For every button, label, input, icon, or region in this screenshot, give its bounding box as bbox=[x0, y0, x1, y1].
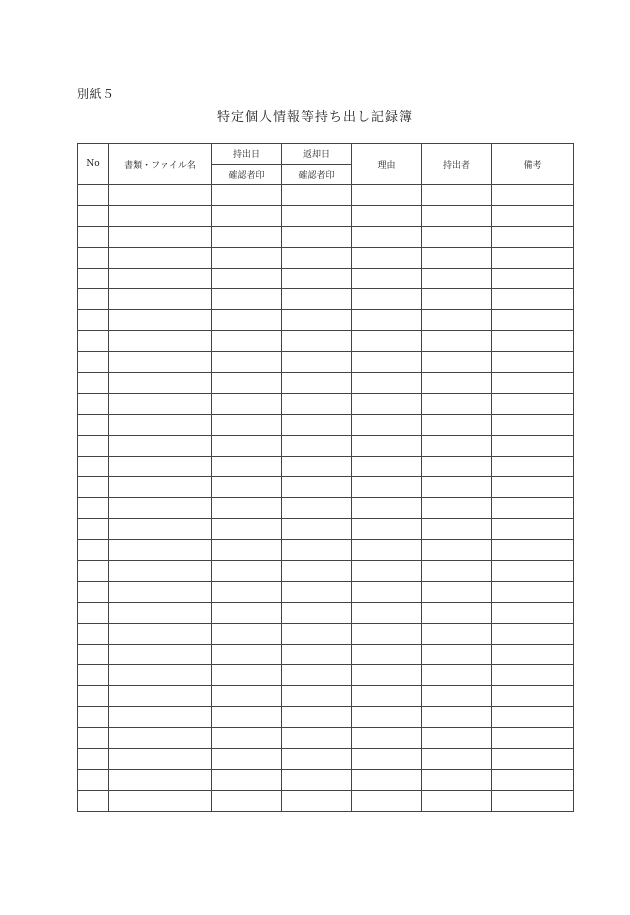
cell-return bbox=[282, 414, 352, 435]
cell-person bbox=[422, 456, 492, 477]
cell-person bbox=[422, 435, 492, 456]
cell-no bbox=[78, 268, 109, 289]
cell-person bbox=[422, 414, 492, 435]
cell-no bbox=[78, 644, 109, 665]
cell-no bbox=[78, 519, 109, 540]
cell-person bbox=[422, 226, 492, 247]
table-row bbox=[78, 456, 574, 477]
cell-no bbox=[78, 665, 109, 686]
cell-remarks bbox=[492, 561, 574, 582]
cell-reason bbox=[352, 477, 422, 498]
cell-checkout bbox=[212, 456, 282, 477]
cell-no bbox=[78, 707, 109, 728]
cell-person bbox=[422, 749, 492, 770]
cell-reason bbox=[352, 185, 422, 206]
cell-checkout bbox=[212, 581, 282, 602]
table-row bbox=[78, 310, 574, 331]
cell-reason bbox=[352, 665, 422, 686]
cell-remarks bbox=[492, 205, 574, 226]
header-person: 持出者 bbox=[422, 144, 492, 185]
cell-checkout bbox=[212, 519, 282, 540]
cell-checkout bbox=[212, 749, 282, 770]
cell-document-name bbox=[109, 456, 212, 477]
cell-return bbox=[282, 435, 352, 456]
cell-return bbox=[282, 498, 352, 519]
table-row bbox=[78, 790, 574, 811]
cell-return bbox=[282, 519, 352, 540]
cell-document-name bbox=[109, 268, 212, 289]
cell-reason bbox=[352, 414, 422, 435]
table-row bbox=[78, 477, 574, 498]
cell-reason bbox=[352, 769, 422, 790]
cell-document-name bbox=[109, 728, 212, 749]
cell-return bbox=[282, 561, 352, 582]
cell-no bbox=[78, 456, 109, 477]
cell-person bbox=[422, 247, 492, 268]
cell-reason bbox=[352, 749, 422, 770]
cell-return bbox=[282, 749, 352, 770]
cell-return bbox=[282, 581, 352, 602]
cell-checkout bbox=[212, 561, 282, 582]
cell-document-name bbox=[109, 519, 212, 540]
cell-remarks bbox=[492, 414, 574, 435]
cell-person bbox=[422, 790, 492, 811]
cell-checkout bbox=[212, 644, 282, 665]
cell-reason bbox=[352, 456, 422, 477]
cell-return bbox=[282, 602, 352, 623]
table-header-row-1 bbox=[78, 144, 574, 165]
cell-reason bbox=[352, 373, 422, 394]
cell-reason bbox=[352, 790, 422, 811]
cell-document-name bbox=[109, 581, 212, 602]
cell-remarks bbox=[492, 519, 574, 540]
cell-remarks bbox=[492, 393, 574, 414]
header-reason: 理由 bbox=[352, 144, 422, 185]
cell-document-name bbox=[109, 331, 212, 352]
cell-checkout bbox=[212, 331, 282, 352]
cell-checkout bbox=[212, 686, 282, 707]
cell-document-name bbox=[109, 352, 212, 373]
cell-document-name bbox=[109, 769, 212, 790]
cell-document-name bbox=[109, 477, 212, 498]
cell-remarks bbox=[492, 226, 574, 247]
cell-document-name bbox=[109, 247, 212, 268]
cell-document-name bbox=[109, 602, 212, 623]
cell-document-name bbox=[109, 561, 212, 582]
cell-person bbox=[422, 686, 492, 707]
cell-no bbox=[78, 561, 109, 582]
cell-no bbox=[78, 226, 109, 247]
cell-checkout bbox=[212, 268, 282, 289]
cell-remarks bbox=[492, 707, 574, 728]
header-document-name: 書類・ファイル名 bbox=[109, 144, 212, 185]
cell-return bbox=[282, 790, 352, 811]
cell-person bbox=[422, 623, 492, 644]
attachment-label: 別紙５ bbox=[77, 87, 115, 101]
cell-checkout bbox=[212, 665, 282, 686]
cell-checkout bbox=[212, 728, 282, 749]
cell-no bbox=[78, 749, 109, 770]
cell-checkout bbox=[212, 707, 282, 728]
cell-document-name bbox=[109, 393, 212, 414]
table-row bbox=[78, 749, 574, 770]
cell-return bbox=[282, 644, 352, 665]
table-row bbox=[78, 205, 574, 226]
cell-return bbox=[282, 707, 352, 728]
table-row bbox=[78, 352, 574, 373]
cell-reason bbox=[352, 561, 422, 582]
cell-remarks bbox=[492, 749, 574, 770]
table-row bbox=[78, 665, 574, 686]
cell-person bbox=[422, 665, 492, 686]
cell-remarks bbox=[492, 268, 574, 289]
cell-return bbox=[282, 456, 352, 477]
cell-checkout bbox=[212, 602, 282, 623]
cell-checkout bbox=[212, 185, 282, 206]
cell-remarks bbox=[492, 790, 574, 811]
cell-no bbox=[78, 310, 109, 331]
header-return-confirmer: 確認者印 bbox=[282, 164, 352, 185]
table-row bbox=[78, 289, 574, 310]
cell-reason bbox=[352, 623, 422, 644]
cell-reason bbox=[352, 728, 422, 749]
cell-checkout bbox=[212, 435, 282, 456]
cell-checkout bbox=[212, 310, 282, 331]
table-body bbox=[78, 185, 574, 812]
header-return-date: 返却日 bbox=[282, 144, 352, 165]
table-row bbox=[78, 707, 574, 728]
cell-reason bbox=[352, 581, 422, 602]
cell-no bbox=[78, 393, 109, 414]
cell-document-name bbox=[109, 623, 212, 644]
document-title: 特定個人情報等持ち出し記録簿 bbox=[216, 110, 413, 125]
cell-return bbox=[282, 540, 352, 561]
cell-reason bbox=[352, 435, 422, 456]
cell-document-name bbox=[109, 790, 212, 811]
header-remarks: 備考 bbox=[492, 144, 574, 185]
cell-person bbox=[422, 519, 492, 540]
cell-reason bbox=[352, 644, 422, 665]
cell-checkout bbox=[212, 373, 282, 394]
table-row bbox=[78, 519, 574, 540]
cell-person bbox=[422, 644, 492, 665]
header-checkout-date: 持出日 bbox=[212, 144, 282, 165]
table-row bbox=[78, 185, 574, 206]
cell-remarks bbox=[492, 185, 574, 206]
cell-checkout bbox=[212, 226, 282, 247]
cell-no bbox=[78, 247, 109, 268]
cell-reason bbox=[352, 331, 422, 352]
cell-return bbox=[282, 728, 352, 749]
cell-return bbox=[282, 393, 352, 414]
cell-no bbox=[78, 289, 109, 310]
cell-person bbox=[422, 561, 492, 582]
cell-no bbox=[78, 205, 109, 226]
cell-document-name bbox=[109, 686, 212, 707]
cell-remarks bbox=[492, 644, 574, 665]
cell-no bbox=[78, 414, 109, 435]
cell-remarks bbox=[492, 289, 574, 310]
cell-document-name bbox=[109, 414, 212, 435]
cell-remarks bbox=[492, 477, 574, 498]
cell-return bbox=[282, 247, 352, 268]
cell-document-name bbox=[109, 665, 212, 686]
cell-document-name bbox=[109, 540, 212, 561]
cell-person bbox=[422, 498, 492, 519]
cell-document-name bbox=[109, 498, 212, 519]
cell-person bbox=[422, 769, 492, 790]
cell-remarks bbox=[492, 310, 574, 331]
cell-remarks bbox=[492, 623, 574, 644]
cell-person bbox=[422, 205, 492, 226]
cell-no bbox=[78, 790, 109, 811]
cell-return bbox=[282, 665, 352, 686]
cell-person bbox=[422, 540, 492, 561]
cell-return bbox=[282, 686, 352, 707]
table-row bbox=[78, 540, 574, 561]
cell-remarks bbox=[492, 331, 574, 352]
cell-remarks bbox=[492, 247, 574, 268]
cell-return bbox=[282, 289, 352, 310]
cell-person bbox=[422, 393, 492, 414]
cell-return bbox=[282, 205, 352, 226]
cell-remarks bbox=[492, 373, 574, 394]
cell-remarks bbox=[492, 728, 574, 749]
cell-return bbox=[282, 226, 352, 247]
cell-checkout bbox=[212, 289, 282, 310]
cell-remarks bbox=[492, 456, 574, 477]
cell-document-name bbox=[109, 226, 212, 247]
cell-document-name bbox=[109, 373, 212, 394]
header-no: No bbox=[78, 144, 109, 185]
cell-checkout bbox=[212, 352, 282, 373]
cell-return bbox=[282, 373, 352, 394]
table-row bbox=[78, 686, 574, 707]
cell-reason bbox=[352, 602, 422, 623]
cell-checkout bbox=[212, 393, 282, 414]
cell-reason bbox=[352, 226, 422, 247]
cell-reason bbox=[352, 519, 422, 540]
cell-person bbox=[422, 352, 492, 373]
cell-checkout bbox=[212, 623, 282, 644]
cell-no bbox=[78, 540, 109, 561]
cell-checkout bbox=[212, 769, 282, 790]
cell-reason bbox=[352, 247, 422, 268]
table-row bbox=[78, 393, 574, 414]
table-row bbox=[78, 602, 574, 623]
cell-reason bbox=[352, 686, 422, 707]
cell-checkout bbox=[212, 790, 282, 811]
cell-checkout bbox=[212, 498, 282, 519]
cell-person bbox=[422, 602, 492, 623]
cell-person bbox=[422, 581, 492, 602]
table-row bbox=[78, 581, 574, 602]
cell-remarks bbox=[492, 602, 574, 623]
cell-checkout bbox=[212, 540, 282, 561]
cell-no bbox=[78, 498, 109, 519]
cell-no bbox=[78, 581, 109, 602]
cell-remarks bbox=[492, 352, 574, 373]
cell-no bbox=[78, 331, 109, 352]
cell-person bbox=[422, 268, 492, 289]
cell-return bbox=[282, 331, 352, 352]
cell-person bbox=[422, 728, 492, 749]
cell-reason bbox=[352, 498, 422, 519]
cell-no bbox=[78, 602, 109, 623]
table-row bbox=[78, 728, 574, 749]
cell-person bbox=[422, 289, 492, 310]
table-row bbox=[78, 561, 574, 582]
cell-no bbox=[78, 373, 109, 394]
table-row bbox=[78, 644, 574, 665]
cell-remarks bbox=[492, 498, 574, 519]
cell-no bbox=[78, 435, 109, 456]
cell-remarks bbox=[492, 769, 574, 790]
cell-checkout bbox=[212, 477, 282, 498]
cell-person bbox=[422, 373, 492, 394]
cell-no bbox=[78, 185, 109, 206]
cell-person bbox=[422, 707, 492, 728]
table-row bbox=[78, 268, 574, 289]
cell-document-name bbox=[109, 435, 212, 456]
table-row bbox=[78, 623, 574, 644]
cell-remarks bbox=[492, 686, 574, 707]
cell-document-name bbox=[109, 205, 212, 226]
cell-return bbox=[282, 352, 352, 373]
cell-return bbox=[282, 623, 352, 644]
cell-checkout bbox=[212, 247, 282, 268]
cell-reason bbox=[352, 268, 422, 289]
cell-reason bbox=[352, 310, 422, 331]
cell-document-name bbox=[109, 310, 212, 331]
cell-checkout bbox=[212, 414, 282, 435]
cell-reason bbox=[352, 352, 422, 373]
table-row bbox=[78, 414, 574, 435]
table-row bbox=[78, 373, 574, 394]
cell-return bbox=[282, 268, 352, 289]
cell-document-name bbox=[109, 289, 212, 310]
cell-remarks bbox=[492, 540, 574, 561]
cell-document-name bbox=[109, 749, 212, 770]
cell-person bbox=[422, 477, 492, 498]
cell-person bbox=[422, 185, 492, 206]
cell-return bbox=[282, 310, 352, 331]
cell-return bbox=[282, 185, 352, 206]
table-row bbox=[78, 247, 574, 268]
table-row bbox=[78, 769, 574, 790]
cell-remarks bbox=[492, 435, 574, 456]
cell-document-name bbox=[109, 644, 212, 665]
cell-reason bbox=[352, 393, 422, 414]
cell-return bbox=[282, 477, 352, 498]
cell-reason bbox=[352, 205, 422, 226]
checkout-ledger-table bbox=[77, 143, 574, 812]
cell-reason bbox=[352, 707, 422, 728]
cell-reason bbox=[352, 540, 422, 561]
cell-document-name bbox=[109, 707, 212, 728]
cell-no bbox=[78, 477, 109, 498]
cell-no bbox=[78, 352, 109, 373]
cell-document-name bbox=[109, 185, 212, 206]
cell-reason bbox=[352, 289, 422, 310]
table-row bbox=[78, 435, 574, 456]
cell-person bbox=[422, 310, 492, 331]
cell-return bbox=[282, 769, 352, 790]
cell-no bbox=[78, 728, 109, 749]
table-row bbox=[78, 331, 574, 352]
cell-no bbox=[78, 769, 109, 790]
cell-no bbox=[78, 623, 109, 644]
cell-remarks bbox=[492, 581, 574, 602]
cell-checkout bbox=[212, 205, 282, 226]
cell-person bbox=[422, 331, 492, 352]
cell-remarks bbox=[492, 665, 574, 686]
table-row bbox=[78, 226, 574, 247]
cell-no bbox=[78, 686, 109, 707]
header-checkout-confirmer: 確認者印 bbox=[212, 164, 282, 185]
table-row bbox=[78, 498, 574, 519]
